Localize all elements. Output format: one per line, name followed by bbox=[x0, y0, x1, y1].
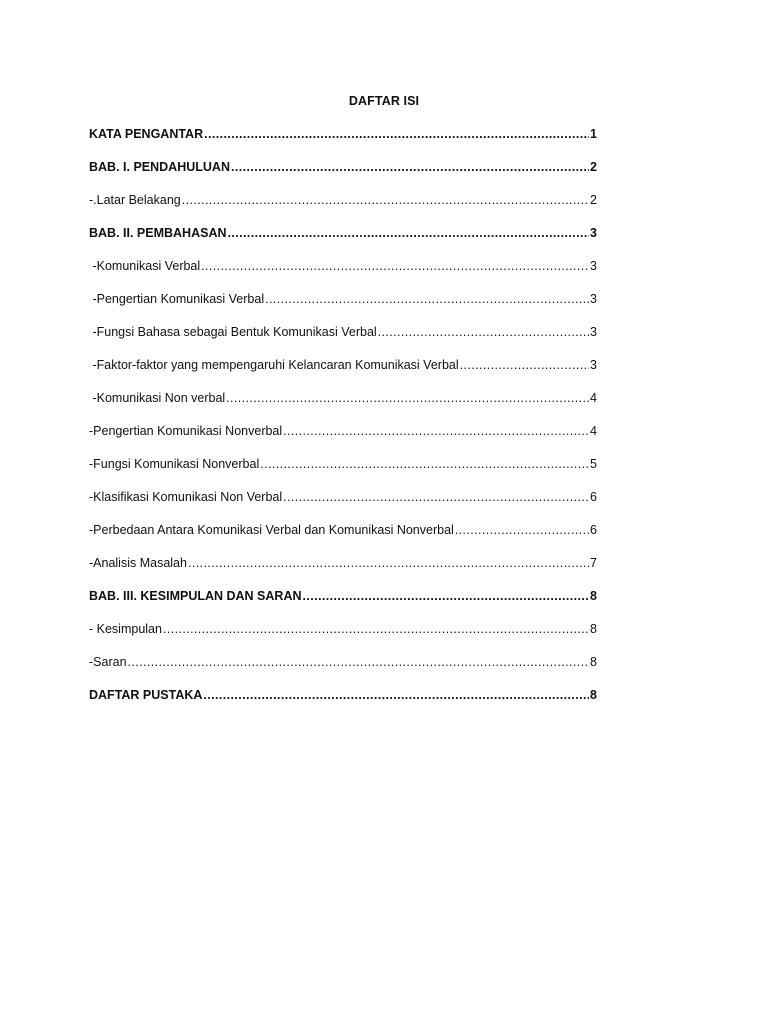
dot-leader bbox=[303, 584, 590, 608]
toc-entry-page-number: 8 bbox=[590, 589, 597, 603]
toc-entry-label: -Klasifikasi Komunikasi Non Verbal bbox=[89, 490, 283, 504]
toc-entry-page-number: 3 bbox=[590, 226, 597, 240]
toc-entry-label: DAFTAR PUSTAKA bbox=[89, 688, 203, 702]
dot-leader bbox=[228, 221, 590, 245]
toc-entry-page-number: 8 bbox=[590, 688, 597, 702]
toc-entry bbox=[89, 155, 597, 188]
toc-entry-label: -Faktor-faktor yang mempengaruhi Kelancaran Komunikasi Verbal bbox=[89, 358, 459, 372]
toc-entry-page-number: 6 bbox=[590, 490, 597, 504]
toc-entry bbox=[89, 320, 597, 353]
dot-leader bbox=[231, 155, 589, 179]
toc-entry-page-number: 8 bbox=[590, 622, 597, 636]
toc-entry-page-number: 7 bbox=[590, 556, 597, 570]
toc-entry bbox=[89, 518, 597, 551]
toc-entry-label: -Fungsi Bahasa sebagai Bentuk Komunikasi Verbal bbox=[89, 325, 377, 339]
dot-leader bbox=[201, 254, 589, 278]
toc-entry-label: -Saran bbox=[89, 655, 127, 669]
dot-leader bbox=[260, 452, 589, 476]
toc-entry bbox=[89, 584, 597, 617]
toc-entry bbox=[89, 617, 597, 650]
dot-leader bbox=[283, 485, 589, 509]
toc-entry bbox=[89, 551, 597, 584]
toc-entry-page-number: 6 bbox=[590, 523, 597, 537]
dot-leader bbox=[188, 551, 589, 575]
toc-entry-page-number: 1 bbox=[590, 127, 597, 141]
toc-entry-page-number: 2 bbox=[590, 193, 597, 207]
toc-entry-label: -Pengertian Komunikasi Verbal bbox=[89, 292, 265, 306]
toc-entry-label: - Kesimpulan bbox=[89, 622, 162, 636]
toc-entry-label: -Perbedaan Antara Komunikasi Verbal dan Komunikasi Nonverbal bbox=[89, 523, 454, 537]
toc-entry-label: -.Latar Belakang bbox=[89, 193, 181, 207]
toc-entry-label: -Pengertian Komunikasi Nonverbal bbox=[89, 424, 283, 438]
toc-entry-label: BAB. III. KESIMPULAN DAN SARAN bbox=[89, 589, 302, 603]
toc-entry bbox=[89, 254, 597, 287]
toc-entry bbox=[89, 485, 597, 518]
dot-leader bbox=[128, 650, 590, 674]
table-of-contents bbox=[89, 122, 597, 716]
toc-entry-label: -Fungsi Komunikasi Nonverbal bbox=[89, 457, 260, 471]
dot-leader bbox=[226, 386, 589, 410]
toc-entry bbox=[89, 221, 597, 254]
toc-entry bbox=[89, 650, 597, 683]
toc-entry-page-number: 4 bbox=[590, 391, 597, 405]
toc-entry-page-number: 3 bbox=[590, 325, 597, 339]
dot-leader bbox=[265, 287, 589, 311]
dot-leader bbox=[283, 419, 589, 443]
toc-entry-page-number: 3 bbox=[590, 358, 597, 372]
toc-entry-page-number: 8 bbox=[590, 655, 597, 669]
toc-entry bbox=[89, 452, 597, 485]
toc-entry-label: -Komunikasi Verbal bbox=[89, 259, 201, 273]
toc-entry bbox=[89, 419, 597, 452]
dot-leader bbox=[378, 320, 589, 344]
toc-entry-page-number: 5 bbox=[590, 457, 597, 471]
dot-leader bbox=[455, 518, 589, 542]
toc-entry-page-number: 4 bbox=[590, 424, 597, 438]
dot-leader bbox=[204, 122, 589, 146]
toc-entry-label: -Komunikasi Non verbal bbox=[89, 391, 226, 405]
toc-entry-label: BAB. I. PENDAHULUAN bbox=[89, 160, 230, 174]
toc-entry-label: -Analisis Masalah bbox=[89, 556, 187, 570]
toc-entry bbox=[89, 386, 597, 419]
toc-entry bbox=[89, 287, 597, 320]
toc-entry-page-number: 3 bbox=[590, 292, 597, 306]
toc-entry bbox=[89, 122, 597, 155]
toc-entry-page-number: 3 bbox=[590, 259, 597, 273]
toc-entry bbox=[89, 188, 597, 221]
toc-entry-page-number: 2 bbox=[590, 160, 597, 174]
page-title: DAFTAR ISI bbox=[348, 94, 420, 108]
dot-leader bbox=[203, 683, 589, 707]
dot-leader bbox=[182, 188, 589, 212]
toc-entry bbox=[89, 353, 597, 386]
toc-entry-label: KATA PENGANTAR bbox=[89, 127, 204, 141]
dot-leader bbox=[460, 353, 589, 377]
toc-entry bbox=[89, 683, 597, 716]
dot-leader bbox=[163, 617, 589, 641]
toc-entry-label: BAB. II. PEMBAHASAN bbox=[89, 226, 227, 240]
